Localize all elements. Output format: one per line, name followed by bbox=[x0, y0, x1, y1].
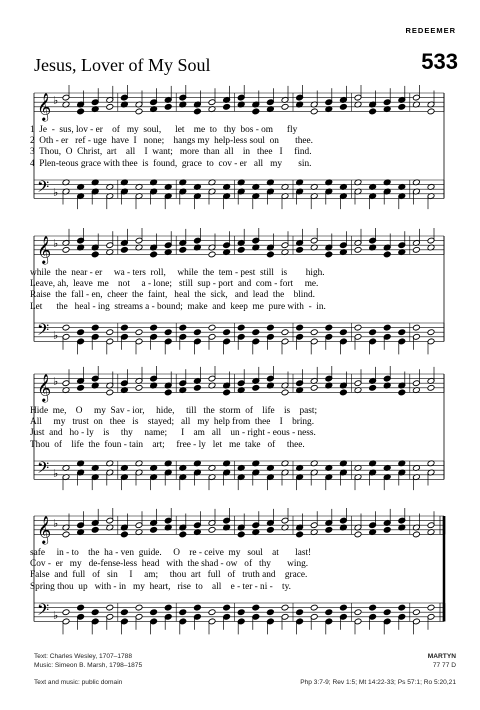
note-head bbox=[164, 329, 172, 336]
note-head bbox=[77, 108, 85, 115]
note-head bbox=[339, 389, 347, 396]
flat-icon: ♭ bbox=[53, 185, 59, 199]
lyrics-system-4 bbox=[30, 548, 460, 593]
note-head bbox=[325, 324, 333, 331]
note-head bbox=[237, 609, 245, 616]
note-head bbox=[135, 384, 143, 391]
note-head bbox=[369, 108, 377, 115]
note-head bbox=[193, 329, 201, 336]
lyric-line: Just and ho - ly is thy name; I am all un - right - eous - ness. bbox=[30, 428, 316, 439]
flat-icon: ♭ bbox=[53, 608, 59, 622]
note-head bbox=[208, 251, 216, 258]
hymn-title: Jesus, Lover of My Soul bbox=[34, 55, 211, 75]
lyric-line: 1 Je - sus, lov - er of my soul, let me to thy bos - om fly bbox=[30, 125, 298, 135]
note-head bbox=[179, 246, 187, 253]
note-head bbox=[62, 324, 70, 331]
note-head bbox=[296, 246, 304, 253]
note-head bbox=[193, 108, 201, 115]
note-head bbox=[193, 604, 201, 611]
note-head bbox=[310, 384, 318, 391]
note-head bbox=[339, 604, 347, 611]
note-head bbox=[281, 389, 289, 396]
note-head bbox=[179, 324, 187, 331]
lyric-line: Raise the fall - en, cheer the faint, heal the sick, and lead the blind. bbox=[30, 290, 316, 301]
note-head bbox=[120, 609, 128, 616]
lyric-line: Spring thou up with - in my heart, rise to all e - ter - ni - ty. bbox=[30, 581, 291, 592]
lyric-line: 3 Thou, O Christ, art all I want; more than all in thee I find. bbox=[30, 147, 312, 158]
flat-icon: ♭ bbox=[53, 237, 59, 251]
section-label: REDEEMER bbox=[405, 26, 456, 35]
note-head bbox=[120, 246, 128, 253]
note-head bbox=[412, 246, 420, 253]
credits bbox=[34, 652, 142, 670]
bass-clef-icon: 𝄢 bbox=[37, 320, 50, 343]
note-head bbox=[252, 329, 260, 336]
note-head bbox=[398, 604, 406, 611]
note-head bbox=[106, 103, 114, 110]
note-head bbox=[77, 329, 85, 336]
note-head bbox=[427, 329, 435, 336]
note-head bbox=[296, 531, 304, 538]
note-head bbox=[91, 251, 99, 258]
lyric-line: Thou of life the foun - tain art; free - ly let me take of thee. bbox=[30, 439, 305, 450]
note-head bbox=[281, 329, 289, 336]
note-head bbox=[281, 604, 289, 611]
note-head bbox=[398, 389, 406, 396]
note-head bbox=[339, 329, 347, 336]
note-head bbox=[354, 324, 362, 331]
note-head bbox=[77, 384, 85, 391]
lyric-line: Cov - er my de-fense-less head with the shad - ow of thy wing. bbox=[30, 559, 309, 570]
bass-clef-icon: 𝄢 bbox=[37, 600, 50, 623]
rights-notice: Text and music: public domain bbox=[34, 679, 123, 686]
note-head bbox=[77, 604, 85, 611]
note-head bbox=[62, 531, 70, 538]
note-head bbox=[223, 604, 231, 611]
note-head bbox=[383, 251, 391, 258]
note-head bbox=[223, 103, 231, 110]
note-head bbox=[266, 609, 274, 616]
note-head bbox=[237, 531, 245, 538]
note-head bbox=[252, 384, 260, 391]
treble-clef-icon: 𝄞 bbox=[37, 92, 52, 121]
note-head bbox=[164, 389, 172, 396]
note-head bbox=[91, 609, 99, 616]
note-head bbox=[266, 251, 274, 258]
bass-clef-icon: 𝄢 bbox=[37, 458, 50, 481]
note-head bbox=[164, 103, 172, 110]
flat-icon: ♭ bbox=[53, 375, 59, 389]
note-head bbox=[339, 103, 347, 110]
note-head bbox=[398, 103, 406, 110]
note-head bbox=[120, 531, 128, 538]
note-head bbox=[106, 389, 114, 396]
note-head bbox=[252, 604, 260, 611]
lyric-line: Hide me, O my Sav - ior, hide, till the storm of life is past; bbox=[30, 406, 318, 416]
note-head bbox=[252, 108, 260, 115]
note-head bbox=[266, 324, 274, 331]
note-head bbox=[354, 609, 362, 616]
note-head bbox=[150, 324, 158, 331]
lyric-line: 2 Oth - er ref - uge have I none; hangs my help-less soul on thee. bbox=[30, 136, 313, 147]
note-head bbox=[208, 609, 216, 616]
note-head bbox=[150, 251, 158, 258]
lyric-line: Let the heal - ing streams a - bound; make and keep me pure with - in. bbox=[30, 301, 326, 312]
note-head bbox=[208, 526, 216, 533]
note-head bbox=[310, 108, 318, 115]
note-head bbox=[237, 246, 245, 253]
note-head bbox=[412, 531, 420, 538]
note-head bbox=[135, 329, 143, 336]
note-head bbox=[383, 609, 391, 616]
note-head bbox=[427, 108, 435, 115]
note-head bbox=[135, 604, 143, 611]
note-head bbox=[369, 384, 377, 391]
note-head bbox=[62, 246, 70, 253]
treble-clef-icon: 𝄞 bbox=[37, 235, 52, 264]
treble-clef-icon: 𝄞 bbox=[37, 515, 52, 544]
note-head bbox=[310, 604, 318, 611]
note-head bbox=[106, 329, 114, 336]
note-head bbox=[150, 526, 158, 533]
meter: 77 77 D bbox=[432, 662, 456, 669]
note-head bbox=[106, 604, 114, 611]
note-head bbox=[179, 531, 187, 538]
note-head bbox=[237, 324, 245, 331]
note-head bbox=[120, 324, 128, 331]
note-head bbox=[412, 324, 420, 331]
note-head bbox=[369, 604, 377, 611]
note-head bbox=[179, 609, 187, 616]
lyrics-system-1 bbox=[30, 125, 460, 170]
note-head bbox=[266, 526, 274, 533]
note-head bbox=[354, 531, 362, 538]
treble-clef-icon: 𝄞 bbox=[37, 373, 52, 402]
tune-name: MARTYN bbox=[427, 653, 456, 660]
lyrics-system-2 bbox=[30, 268, 460, 313]
note-head bbox=[412, 609, 420, 616]
lyrics-system-3 bbox=[30, 406, 460, 451]
note-head bbox=[150, 609, 158, 616]
text-credit: Text: Charles Wesley, 1707–1788 bbox=[34, 653, 132, 660]
note-head bbox=[281, 103, 289, 110]
music-credit: Music: Simeon B. Marsh, 1798–1875 bbox=[34, 662, 143, 669]
note-head bbox=[164, 604, 172, 611]
lyric-line: safe in - to the ha - ven guide. O re - ceive my soul at last! bbox=[30, 548, 312, 558]
flat-icon: ♭ bbox=[53, 94, 59, 108]
note-head bbox=[325, 526, 333, 533]
note-head bbox=[325, 609, 333, 616]
note-head bbox=[208, 324, 216, 331]
note-head bbox=[296, 609, 304, 616]
note-head bbox=[398, 329, 406, 336]
note-head bbox=[91, 526, 99, 533]
lyric-line: 4 Plen-teous grace with thee is found, grace to cov - er all my sin. bbox=[30, 158, 312, 169]
note-head bbox=[369, 329, 377, 336]
note-head bbox=[135, 108, 143, 115]
hymn-number: 533 bbox=[421, 49, 458, 74]
lyric-line: while the near - er wa - ters roll, while the tem - pest still is high. bbox=[30, 268, 325, 278]
bass-clef-icon: 𝄢 bbox=[37, 177, 50, 200]
flat-icon: ♭ bbox=[53, 328, 59, 342]
flat-icon: ♭ bbox=[53, 517, 59, 531]
flat-icon: ♭ bbox=[53, 466, 59, 480]
note-head bbox=[427, 604, 435, 611]
tune-info bbox=[428, 652, 456, 670]
lyric-line: All my trust on thee is stayed; all my help from thee I bring. bbox=[30, 417, 315, 428]
note-head bbox=[383, 324, 391, 331]
note-head bbox=[91, 324, 99, 331]
note-head bbox=[193, 384, 201, 391]
note-head bbox=[223, 389, 231, 396]
note-head bbox=[223, 329, 231, 336]
note-head bbox=[427, 384, 435, 391]
note-head bbox=[296, 324, 304, 331]
note-head bbox=[383, 526, 391, 533]
note-head bbox=[354, 246, 362, 253]
scripture-references: Php 3:7-9; Rev 1:5; Mt 14:22-33; Ps 57:1; Ro 5:20,21 bbox=[300, 679, 456, 686]
note-head bbox=[62, 609, 70, 616]
lyric-line: False and full of sin I am; thou art full of truth and grace. bbox=[30, 570, 308, 581]
note-head bbox=[310, 329, 318, 336]
note-head bbox=[325, 251, 333, 258]
lyric-line: Leave, ah, leave me not a - lone; still sup - port and com - fort me. bbox=[30, 279, 319, 290]
